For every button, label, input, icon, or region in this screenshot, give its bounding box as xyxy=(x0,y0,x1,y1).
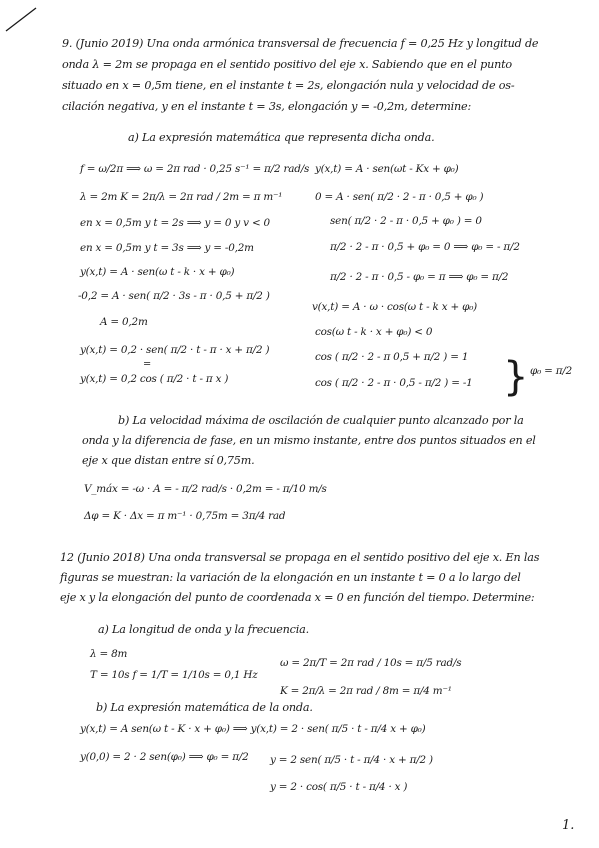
p12-lambda: λ = 8m xyxy=(90,648,128,660)
p9-left-line-3: en x = 0,5m y t = 2s ⟹ y = 0 y v < 0 xyxy=(80,217,270,229)
problem-12-intro-line-3: eje x y la elongación del punto de coordenada x = 0 en función del tiempo. Determine: xyxy=(60,591,535,604)
p9-left-line-5: y(x,t) = A · sen(ω t - k · x + φ₀) xyxy=(80,266,235,278)
p9-phase-difference-equation: Δφ = K · Δx = π m⁻¹ · 0,75m = 3π/4 rad xyxy=(84,510,286,522)
p9-right-line-5: π/2 · 2 - π · 0,5 - φ₀ = π ⟹ φ₀ = π/2 xyxy=(330,271,509,283)
p9-right-phase-result: φ₀ = π/2 xyxy=(530,365,573,377)
problem-12-intro-line-2: figuras se muestran: la variación de la elongación en un instante t = 0 a lo largo del xyxy=(60,571,521,584)
p12-wave-equation: y(x,t) = A sen(ω t - K · x + φ₀) ⟹ y(x,t) = 2 · sen( π/5 · t - π/4 x + φ₀) xyxy=(80,723,426,735)
problem-9-intro-line-1: 9. (Junio 2019) Una onda armónica transversal de frecuencia f = 0,25 Hz y longitud de xyxy=(62,37,539,50)
p9-left-line-9: y(x,t) = 0,2 cos ( π/2 · t - π x ) xyxy=(80,373,229,385)
p9-right-line-1: y(x,t) = A · sen(ωt - Kx + φ₀) xyxy=(315,163,459,175)
problem-9-part-a-title: a) La expresión matemática que representa dicha onda. xyxy=(128,131,435,144)
p9-left-equiv-mark: = xyxy=(143,359,152,370)
p12-final-cosine: y = 2 · cos( π/5 · t - π/4 · x ) xyxy=(270,781,408,793)
page-number: 1. xyxy=(562,818,575,833)
p12-frequency: T = 10s f = 1/T = 1/10s = 0,1 Hz xyxy=(90,669,258,681)
p9-left-line-1: f = ω/2π ⟹ ω = 2π rad · 0,25 s⁻¹ = π/2 rad/s xyxy=(80,163,310,175)
p9-left-line-7: A = 0,2m xyxy=(100,316,148,328)
problem-9-part-b-line-3: eje x que distan entre sí 0,75m. xyxy=(82,454,255,467)
problem-12-part-a-title: a) La longitud de onda y la frecuencia. xyxy=(98,623,309,636)
problem-9-intro-line-3: situado en x = 0,5m tiene, en el instante t = 2s, elongación nula y velocidad de os- xyxy=(62,79,515,92)
p9-vmax-equation: V_máx = -ω · A = - π/2 rad/s · 0,2m = - π/10 m/s xyxy=(84,483,327,495)
problem-12-intro-line-1: 12 (Junio 2018) Una onda transversal se propaga en el sentido positivo del eje x. En las xyxy=(60,551,540,564)
p9-right-line-9: cos ( π/2 · 2 - π · 0,5 - π/2 ) = -1 xyxy=(315,377,473,389)
problem-9-intro-line-2: onda λ = 2m se propaga en el sentido positivo del eje x. Sabiendo que en el punto xyxy=(62,58,512,71)
p9-left-line-4: en x = 0,5m y t = 3s ⟹ y = -0,2m xyxy=(80,242,254,254)
corner-slash-mark xyxy=(0,0,60,60)
p12-initial-phase: y(0,0) = 2 · 2 sen(φ₀) ⟹ φ₀ = π/2 xyxy=(80,751,249,763)
p9-right-line-2: 0 = A · sen( π/2 · 2 - π · 0,5 + φ₀ ) xyxy=(315,191,484,203)
p9-right-line-7: cos(ω t - k · x + φ₀) < 0 xyxy=(315,326,433,338)
p9-right-line-8: cos ( π/2 · 2 - π 0,5 + π/2 ) = 1 xyxy=(315,351,469,363)
p12-omega: ω = 2π/T = 2π rad / 10s = π/5 rad/s xyxy=(280,657,462,669)
p9-right-line-4: π/2 · 2 - π · 0,5 + φ₀ = 0 ⟹ φ₀ = - π/2 xyxy=(330,241,520,253)
p12-wavenumber: K = 2π/λ = 2π rad / 8m = π/4 m⁻¹ xyxy=(280,685,452,697)
p9-right-line-6: v(x,t) = A · ω · cos(ω t - k x + φ₀) xyxy=(312,301,478,313)
p9-left-line-6: -0,2 = A · sen( π/2 · 3s - π · 0,5 + π/2 ) xyxy=(78,290,270,302)
p9-right-line-3: sen( π/2 · 2 - π · 0,5 + φ₀ ) = 0 xyxy=(330,215,482,227)
problem-9-intro-line-4: cilación negativa, y en el instante t = 3s, elongación y = -0,2m, determine: xyxy=(62,100,472,113)
brace-symbol: } xyxy=(503,354,529,400)
problem-9-part-b-line-2: onda y la diferencia de fase, en un mismo instante, entre dos puntos situados en el xyxy=(82,434,536,447)
problem-12-part-b-title: b) La expresión matemática de la onda. xyxy=(96,701,313,714)
p9-left-line-2: λ = 2m K = 2π/λ = 2π rad / 2m = π m⁻¹ xyxy=(80,191,283,203)
p12-final-sine: y = 2 sen( π/5 · t - π/4 · x + π/2 ) xyxy=(270,754,433,766)
problem-9-part-b-line-1: b) La velocidad máxima de oscilación de cualquier punto alcanzado por la xyxy=(118,414,524,427)
p9-left-line-8: y(x,t) = 0,2 · sen( π/2 · t - π · x + π/2 ) xyxy=(80,344,270,356)
